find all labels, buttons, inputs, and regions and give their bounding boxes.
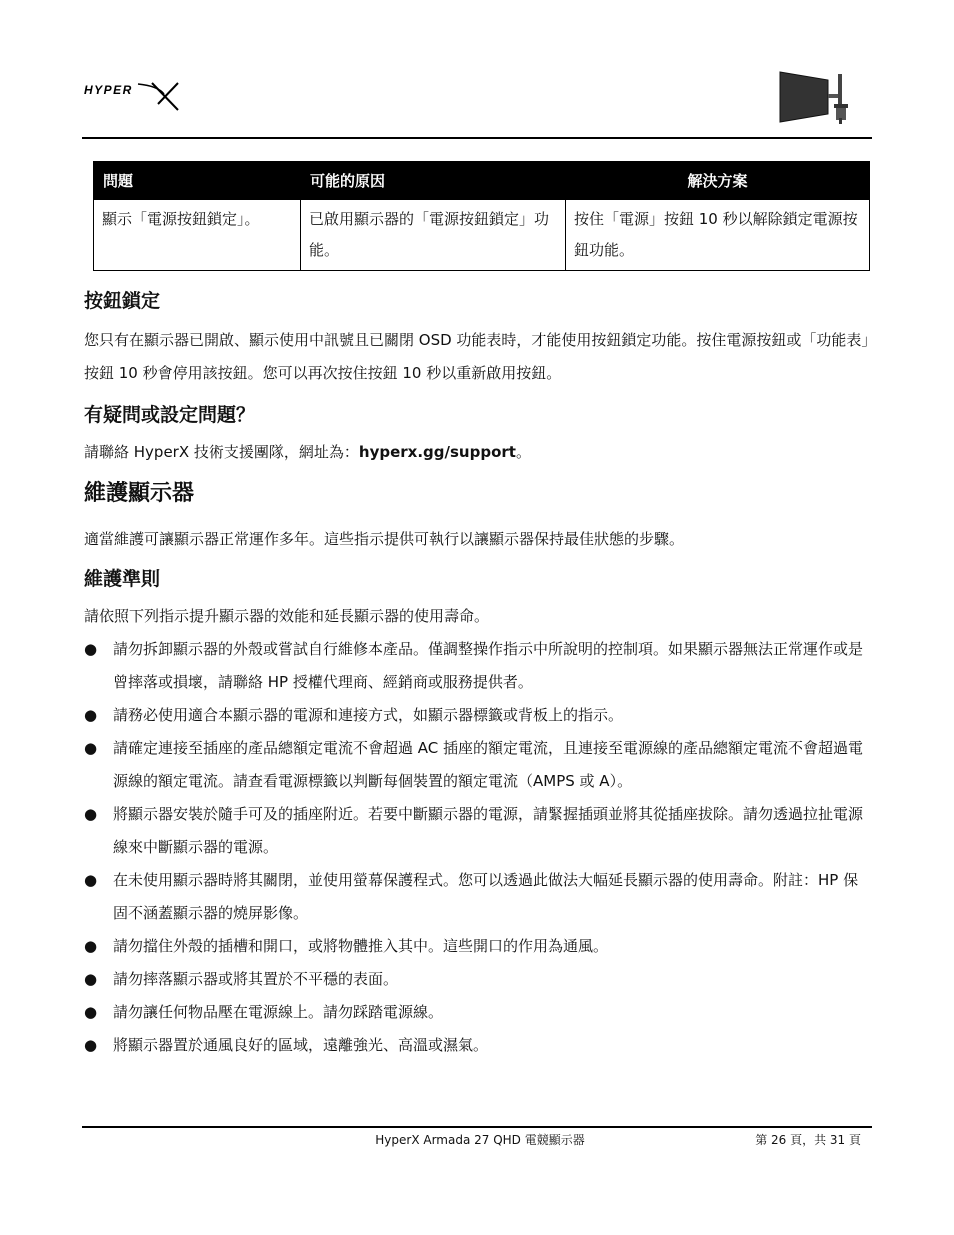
bullet-icon: ●: [84, 871, 98, 889]
maintain-body: 適當維護可讓顯示器正常運作多年。這些指示提供可執行以讓顯示器保持最佳狀態的步驟。: [84, 530, 685, 548]
list-item: ● 將顯示器安裝於隨手可及的插座附近。若要中斷顯示器的電源，請緊握插頭並將其從插座拔除。請勿透過拉扯電源線來中斷顯示器的電源。: [84, 798, 870, 864]
list-item: ● 請確定連接至插座的產品總額定電流不會超過 AC 插座的額定電流，且連接至電源線的產品總額定電流不會超過電源線的額定電流。請查看電源標籤以判斷每個裝置的額定電流（AMPS 或 A）。: [84, 732, 870, 798]
questions-body: [84, 436, 870, 469]
button-lock-body: 您只有在顯示器已開啟、顯示使用中訊號且已關閉 OSD 功能表時，才能使用按鈕鎖定功能。按住電源按鈕或「功能表」按鈕 10 秒會停用該按鈕。您可以再次按住按鈕 10 秒以重新啟用按鈕。: [84, 331, 869, 382]
cell-solution: 按住「電源」按鈕 10 秒以解除鎖定電源按鈕功能。: [566, 200, 870, 271]
section-title-maintain: 維護顯示器: [84, 481, 195, 506]
bullet-icon: ●: [84, 1036, 98, 1054]
list-item: ● 請務必使用適合本顯示器的電源和連接方式，如顯示器標籤或背板上的指示。: [84, 699, 870, 732]
bullet-icon: ●: [84, 739, 98, 757]
list-item: ● 請勿摔落顯示器或將其置於不平穩的表面。: [84, 963, 870, 996]
list-item: ● 將顯示器置於通風良好的區域，遠離強光、高溫或濕氣。: [84, 1029, 870, 1062]
col-header-problem: 問題: [94, 162, 301, 200]
guidelines-list: [84, 633, 870, 1062]
bullet-icon: ●: [84, 706, 98, 724]
troubleshooting-table: [93, 161, 870, 271]
main-content: [84, 286, 870, 1062]
cell-problem: 顯示「電源按鈕鎖定」。: [94, 200, 301, 271]
table-header-row: [94, 162, 870, 200]
questions-body-suffix: 。: [515, 443, 531, 461]
svg-text:HYPER: HYPER: [84, 83, 133, 97]
footer-rule: [82, 1126, 872, 1128]
list-item: ● 請勿拆卸顯示器的外殼或嘗試自行維修本產品。僅調整操作指示中所說明的控制項。如果顯示器無法正常運作或是曾摔落或損壞，請聯絡 HP 授權代理商、經銷商或服務提供者。: [84, 633, 870, 699]
bullet-icon: ●: [84, 805, 98, 823]
bullet-icon: ●: [84, 937, 98, 955]
section-title-questions: 有疑問或設定問題？: [84, 404, 256, 426]
bullet-icon: ●: [84, 970, 98, 988]
cell-cause: 已啟用顯示器的「電源按鈕鎖定」功能。: [301, 200, 566, 271]
bullet-icon: ●: [84, 1003, 98, 1021]
list-item: ● 請勿讓任何物品壓在電源線上。請勿踩踏電源線。: [84, 996, 870, 1029]
hyperx-logo: [84, 80, 184, 112]
footer-product-name: HyperX Armada 27 QHD 電競顯示器: [375, 1133, 585, 1147]
list-item: ● 請勿擋住外殼的插槽和開口，或將物體推入其中。這些開口的作用為通風。: [84, 930, 870, 963]
questions-body-prefix: 請聯絡 HyperX 技術支援團隊，網址為：: [84, 443, 359, 461]
header-rule: [82, 137, 872, 139]
list-item: ● 在未使用顯示器時將其關閉，並使用螢幕保護程式。您可以透過此做法大幅延長顯示器的使用壽命。附註：HP 保固不涵蓋顯示器的燒屏影像。: [84, 864, 870, 930]
footer-page-number: 第 26 頁，共 31 頁: [755, 1133, 861, 1147]
table-row: [94, 200, 870, 271]
section-title-guidelines: 維護準則: [84, 568, 161, 590]
support-link[interactable]: hyperx.gg/support: [358, 443, 516, 461]
section-title-button-lock: 按鈕鎖定: [84, 290, 161, 312]
col-header-cause: 可能的原因: [301, 162, 566, 200]
bullet-icon: ●: [84, 640, 98, 658]
monitor-arm-icon: [778, 70, 854, 124]
guidelines-intro: 請依照下列指示提升顯示器的效能和延長顯示器的使用壽命。: [84, 607, 490, 625]
col-header-solution: 解決方案: [566, 162, 870, 200]
